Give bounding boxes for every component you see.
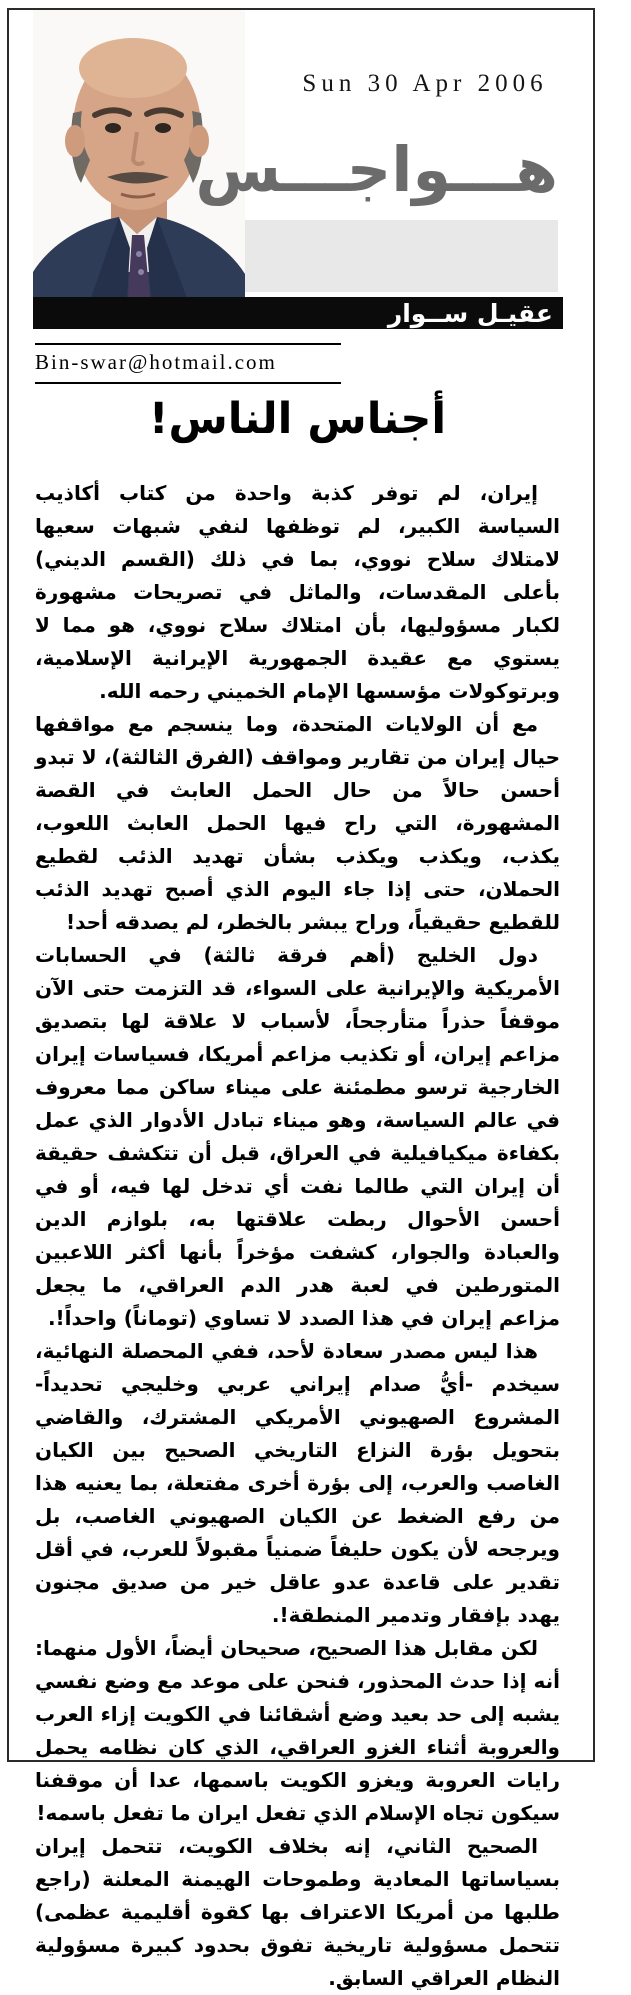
article-paragraph: الصحيح الثاني، إنه بخلاف الكويت، تتحمل إيران بسياساتها المعادية وطموحات الهيمنة المعلنة (راجع طلبها من أمريكا الاعتراف بها كقوة أقليمية عظمى) تتحمل مسؤولية تاريخية تفوق بحدود كبيرة مسؤولية النظام العراقي السابق. xyxy=(35,1834,560,1990)
author-name-bar: عقيـل ســوار xyxy=(33,297,563,329)
article-body xyxy=(35,477,560,1995)
article-paragraph: دول الخليج (أهم فرقة ثالثة) في الحسابات الأمريكية والإيرانية على السواء، قد التزمت حتى الآن موقفاً حذراً متأرجحاً، لأسباب لا علاقة لها بتصديق مزاعم إيران، أو تكذيب مزاعم أمريكا، فسياسات إيران الخارجية ترسو مطمئنة على ميناء ساكن مما معروف في عالم السياسة، وهو ميناء تبادل الأدوار الذي عمل بكفاءة ميكيافيلية في العراق، قبل أن تتكشف حقيقة أن إيران التي طالما نفت أي تدخل لها فيه، أو في أحسن الأحوال ربطت علاقتها به، بلوازم الدين والعبادة والجوار، كشفت مؤخراً بأنها أكثر اللاعبين المتورطين في لعبة هدر الدم العراقي، ما يجعل مزاعم إيران في هذا الصدد لا تساوي (توماناً) واحداً!. xyxy=(35,943,560,1330)
article-paragraph: لكن مقابل هذا الصحيح، صحيحان أيضاً، الأول منهما: أنه إذا حدث المحذور، فنحن على موعد مع وضع نفسي يشبه إلى حد بعيد وضع أشقائنا في الكويت إزاء العرب والعروبة أثناء الغزو العراقي، الذي كان نظامه يحمل رايات العروبة ويغزو الكويت باسمها، عدا أن موقفنا سيكون تجاه الإسلام الذي تفعل ايران ما تفعل باسمه! xyxy=(35,1636,560,1825)
masthead-gray-band xyxy=(245,220,558,292)
article-paragraph: هذا ليس مصدر سعادة لأحد، ففي المحصلة النهائية، سيخدم -أيُّ صدام إيراني عربي وخليجي تحديداً- المشروع الصهيوني الأمريكي المشترك، والقاضي بتحويل بؤرة النزاع التاريخي الصحيح بين الكيان الغاصب والعرب، إلى بؤرة أخرى مفتعلة، بما يعنيه هذا من رفع الضغط عن الكيان الصهيوني الغاصب، بل ويرجحه لأن يكون حليفاً ضمنياً مقبولاً للعرب، في أقل تقدير على قاعدة عدو عاقل خير من صديق مجنون يهدد بإفقار وتدمير المنطقة!. xyxy=(35,1339,560,1627)
article-title: أجناس الناس! xyxy=(148,394,447,444)
article-paragraph: مع أن الولايات المتحدة، وما ينسجم مع مواقفها حيال إيران من تقارير ومواقف (الفرق الثالثة)، لا تبدو أحسن حالاً من حال الحمل العابث في القصة المشهورة، التي راح فيها الحمل العابث اللعوب، يكذب، ويكذب ويكذب بشأن تهديد الذئب لقطيع الحملان، حتى إذا جاء اليوم الذي أصبح تهديد الذئب للقطيع حقيقياً، وراح يبشر بالخطر، لم يصدقه أحد! xyxy=(35,712,560,934)
article-paragraph: إيران، لم توفر كذبة واحدة من كتاب أكاذيب السياسة الكبير، لم توظفها لنفي شبهات سعيها لامتلاك سلاح نووي، بما في ذلك (القسم الديني) بأعلى المقدسات، والماثل في تصريحات مشهورة لكبار مسؤوليها، بأن امتلاك سلاح نووي، هو مما لا يستوي مع عقيدة الجمهورية الإيرانية الإسلامية، وبرتوكولات مؤسسها الإمام الخميني رحمه الله. xyxy=(35,481,560,703)
issue-date: Sun 30 Apr 2006 xyxy=(302,70,548,97)
column-masthead-title: هـــواجـــس xyxy=(195,133,558,206)
author-email-block xyxy=(35,343,341,384)
author-email-link[interactable]: Bin-swar@hotmail.com xyxy=(35,350,277,374)
